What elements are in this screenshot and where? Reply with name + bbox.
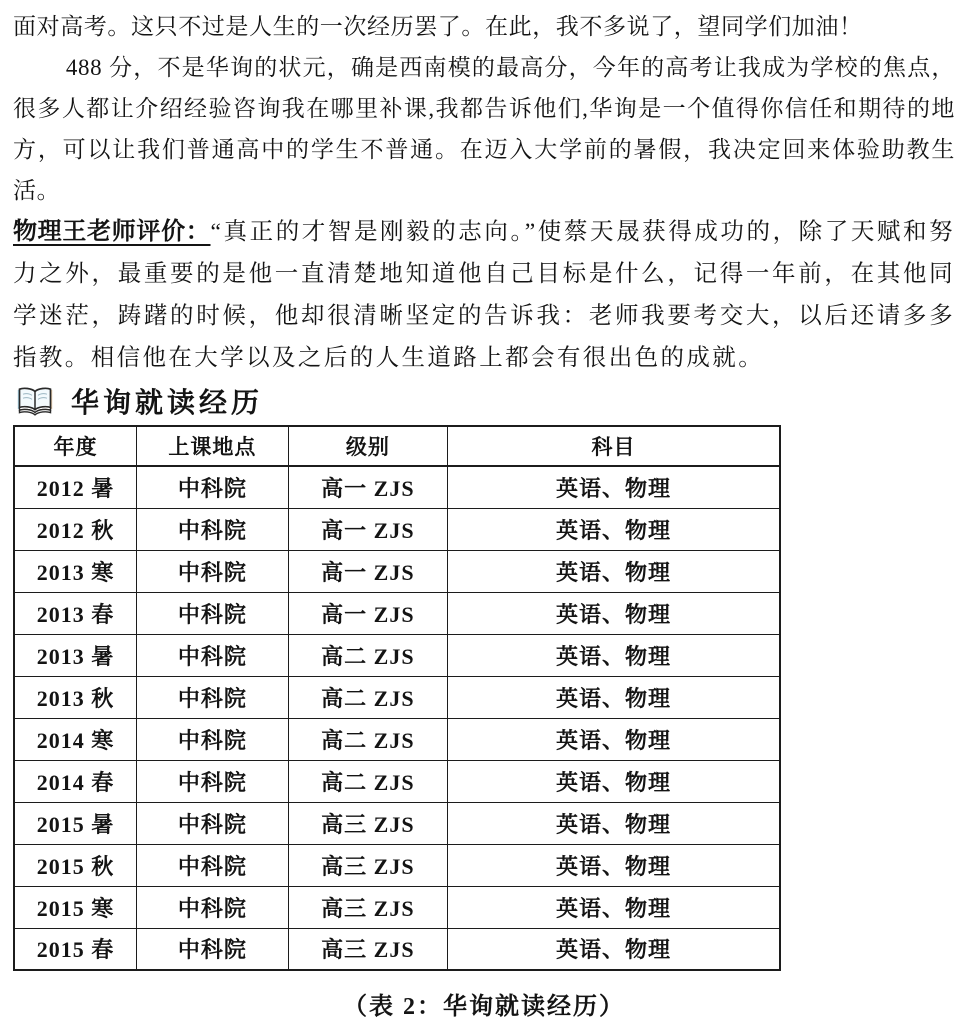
cell-year: 2015 春	[14, 928, 137, 970]
cell-level: 高一 ZJS	[288, 508, 447, 550]
column-header-subjects: 科目	[448, 426, 780, 466]
cell-location: 中科院	[137, 634, 289, 676]
table-caption: （表 2：华询就读经历）	[343, 994, 625, 1020]
section-title: 华询就读经历	[71, 388, 264, 419]
cell-location: 中科院	[137, 928, 289, 970]
cell-subjects: 英语、物理	[448, 886, 780, 928]
cell-year: 2012 秋	[14, 508, 137, 550]
cell-subjects: 英语、物理	[448, 592, 780, 634]
evaluation-text: “真正的才智是刚毅的志向。”使蔡天晟获得成功的，除了天赋和努力之外，最重要的是他一直清楚地知道他自己目标是什么，记得一年前，在其他同学迷茫，踌躇的时候，他却很清晰坚定的告诉我：老师我要考交大，以后还请多多指教。相信他在大学以及之后的人生道路上都会有很出色的成就。	[13, 219, 955, 371]
table-row	[14, 550, 780, 592]
cell-level: 高一 ZJS	[288, 550, 447, 592]
cell-year: 2013 秋	[14, 676, 137, 718]
cell-level: 高二 ZJS	[288, 760, 447, 802]
cell-year: 2014 春	[14, 760, 137, 802]
cell-subjects: 英语、物理	[448, 928, 780, 970]
paragraph-488-score: 488 分，不是华询的状元，确是西南模的最高分，今年的高考让我成为学校的焦点，很多人都让介绍经验咨询我在哪里补课,我都告诉他们,华询是一个值得你信任和期待的地方，可以让我们普通高中的学生不普通。在迈入大学前的暑假，我决定回来体验助教生活。	[13, 55, 955, 203]
cell-location: 中科院	[137, 844, 289, 886]
cell-location: 中科院	[137, 466, 289, 508]
cell-subjects: 英语、物理	[448, 634, 780, 676]
cell-year: 2015 寒	[14, 886, 137, 928]
column-header-location: 上课地点	[137, 426, 289, 466]
table-row	[14, 676, 780, 718]
table-body	[14, 466, 780, 970]
cell-subjects: 英语、物理	[448, 466, 780, 508]
cell-year: 2013 暑	[14, 634, 137, 676]
cell-year: 2013 寒	[14, 550, 137, 592]
cell-subjects: 英语、物理	[448, 844, 780, 886]
cell-level: 高三 ZJS	[288, 844, 447, 886]
cell-year: 2015 秋	[14, 844, 137, 886]
cell-level: 高三 ZJS	[288, 802, 447, 844]
cell-level: 高三 ZJS	[288, 886, 447, 928]
cell-location: 中科院	[137, 508, 289, 550]
cell-year: 2013 春	[14, 592, 137, 634]
table-row	[14, 886, 780, 928]
table-row	[14, 844, 780, 886]
cell-level: 高三 ZJS	[288, 928, 447, 970]
section-heading	[15, 382, 955, 420]
cell-location: 中科院	[137, 718, 289, 760]
paragraph-continuation: 面对高考。这只不过是人生的一次经历罢了。在此，我不多说了，望同学们加油！	[13, 14, 863, 39]
cell-level: 高二 ZJS	[288, 718, 447, 760]
table-row	[14, 508, 780, 550]
cell-level: 高一 ZJS	[288, 466, 447, 508]
cell-location: 中科院	[137, 592, 289, 634]
table-row	[14, 928, 780, 970]
cell-subjects: 英语、物理	[448, 718, 780, 760]
cell-subjects: 英语、物理	[448, 676, 780, 718]
cell-subjects: 英语、物理	[448, 508, 780, 550]
cell-location: 中科院	[137, 676, 289, 718]
cell-location: 中科院	[137, 886, 289, 928]
cell-subjects: 英语、物理	[448, 760, 780, 802]
cell-subjects: 英语、物理	[448, 802, 780, 844]
cell-year: 2015 暑	[14, 802, 137, 844]
column-header-year: 年度	[14, 426, 137, 466]
evaluation-label: 物理王老师评价：	[13, 218, 211, 245]
table-row	[14, 634, 780, 676]
cell-level: 高一 ZJS	[288, 592, 447, 634]
table-row	[14, 718, 780, 760]
cell-level: 高二 ZJS	[288, 634, 447, 676]
table-row	[14, 466, 780, 508]
table-header-row	[14, 426, 780, 466]
cell-location: 中科院	[137, 760, 289, 802]
cell-subjects: 英语、物理	[448, 550, 780, 592]
cell-location: 中科院	[137, 802, 289, 844]
table-row	[14, 760, 780, 802]
table-row	[14, 802, 780, 844]
cell-year: 2012 暑	[14, 466, 137, 508]
cell-location: 中科院	[137, 550, 289, 592]
enrollment-table	[13, 425, 781, 971]
cell-level: 高二 ZJS	[288, 676, 447, 718]
teacher-evaluation-paragraph	[13, 211, 955, 379]
column-header-level: 级别	[288, 426, 447, 466]
open-book-icon	[15, 386, 55, 417]
table-row	[14, 592, 780, 634]
cell-year: 2014 寒	[14, 718, 137, 760]
